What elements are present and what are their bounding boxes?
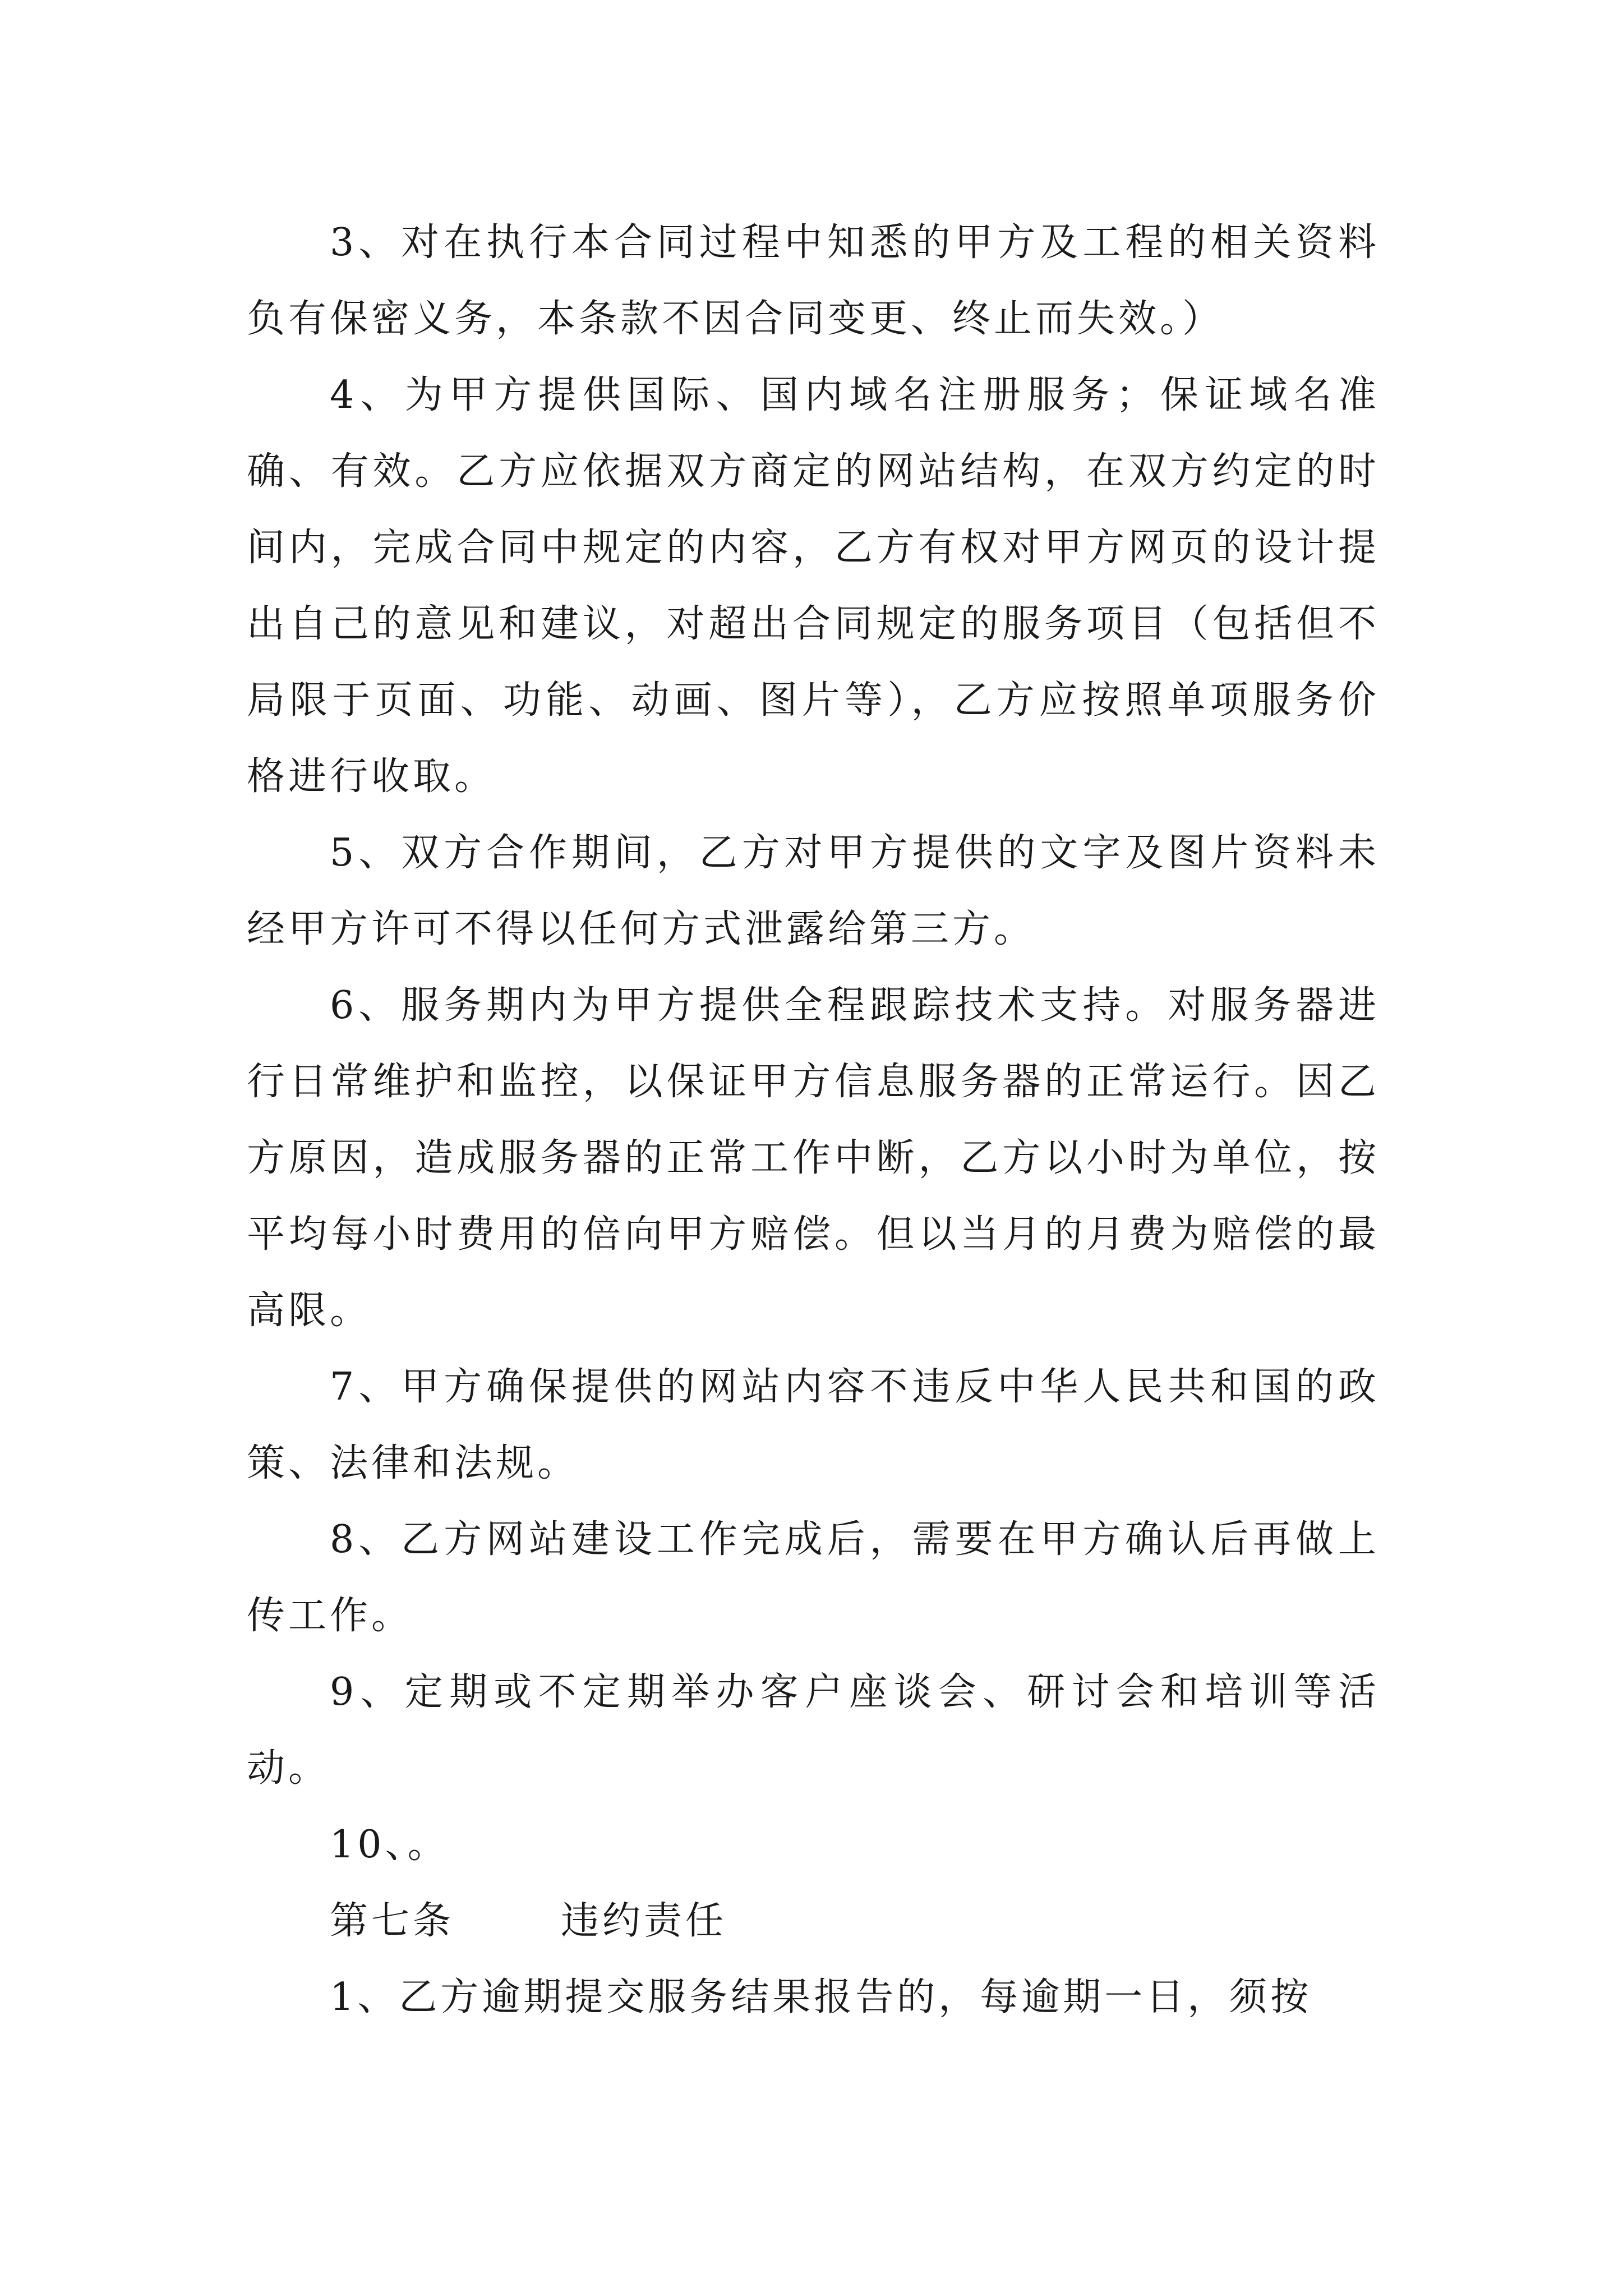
clause-6: 6、服务期内为甲方提供全程跟踪技术支持。对服务器进行日常维护和监控，以保证甲方信息服务器的正常运行。因乙方原因，造成服务器的正常工作中断，乙方以小时为单位，按平均每小时费用的倍向甲方赔偿。但以当月的月费为赔偿的最高限。 — [247, 983, 1380, 1333]
contract-text — [247, 205, 1380, 2036]
article-number: 第七条 — [330, 1899, 455, 1943]
clause-9: 9、定期或不定期举办客户座谈会、研讨会和培训等活动。 — [247, 1670, 1380, 1791]
clause-5: 5、双方合作期间，乙方对甲方提供的文字及图片资料未经甲方许可不得以任何方式泄露给第三方。 — [247, 831, 1380, 951]
clause-7: 7、甲方确保提供的网站内容不违反中华人民共和国的政策、法律和法规。 — [247, 1365, 1380, 1485]
clause-8: 8、乙方网站建设工作完成后，需要在甲方确认后再做上传工作。 — [247, 1517, 1380, 1638]
article-heading — [247, 1883, 1380, 1959]
clause-10: 10、。 — [330, 1823, 449, 1867]
clause-4: 4、为甲方提供国际、国内域名注册服务；保证域名准确、有效。乙方应依据双方商定的网站结构，在双方约定的时间内，完成合同中规定的内容，乙方有权对甲方网页的设计提出自己的意见和建议，对超出合同规定的服务项目（包括但不局限于页面、功能、动画、图片等），乙方应按照单项服务价格进行收取。 — [247, 373, 1380, 799]
article-title: 违约责任 — [561, 1899, 727, 1943]
clause-3: 3、对在执行本合同过程中知悉的甲方及工程的相关资料负有保密义务，本条款不因合同变更、终止而失效。） — [247, 220, 1380, 341]
breach-clause-1: 1、乙方逾期提交服务结果报告的，每逾期一日，须按 — [330, 1975, 1312, 2019]
